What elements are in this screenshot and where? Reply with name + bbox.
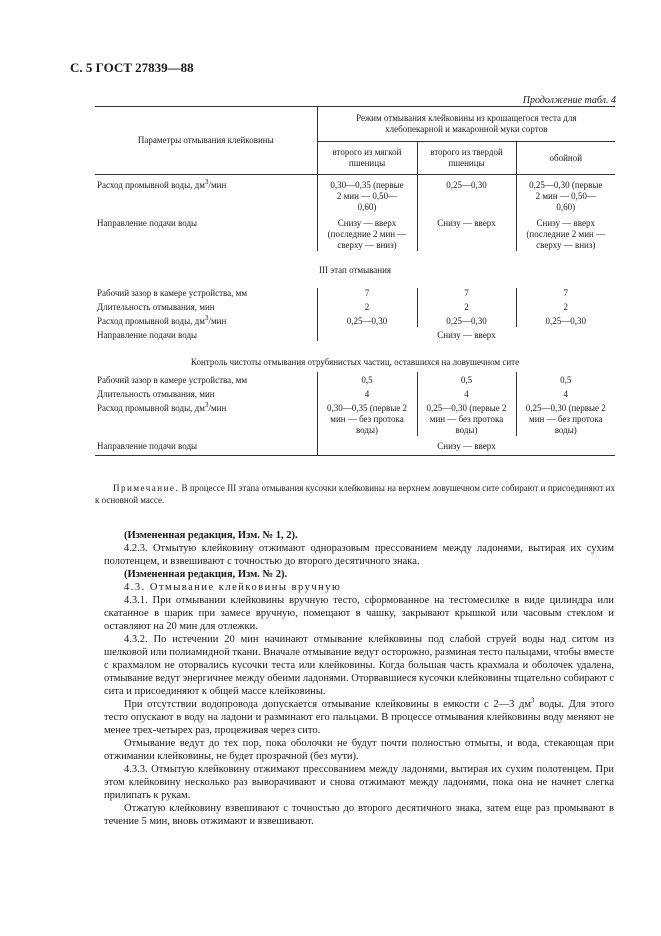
param-label: Направление подачи воды xyxy=(97,218,198,228)
cell-value: 0,30—0,35 (первые 2 мин — 0,50—0,60) xyxy=(317,180,417,213)
parameters-table xyxy=(95,106,615,456)
table-row xyxy=(95,372,615,386)
table-row xyxy=(95,436,615,452)
cell-value: Снизу — вверх (последние 2 мин — сверху — вниз) xyxy=(317,218,417,251)
paragraph-4-3-1: 4.3.1. При отмывании клейковины вручную тесто, сформованное на тестомесилке в виде цилиндра или скатанное в шарик при замесе вручную, помещают в чашку, закрывают крышкой или часовым стеклом и оставляют на 20 мин для отлежки. xyxy=(104,595,614,632)
cell-value: 2 xyxy=(417,299,516,313)
col-header-soft: второго из мягкой пшеницы xyxy=(317,142,417,175)
cell-value: 7 xyxy=(516,288,615,299)
cell-value: 2 xyxy=(317,299,417,313)
table-row xyxy=(95,386,615,400)
edit-note-1: (Измененная редакция, Изм. № 1, 2). xyxy=(124,530,298,541)
cell-value: Снизу — вверх (последние 2 мин — сверху — вниз) xyxy=(516,218,615,251)
param-label: Длительность отмывания, мин xyxy=(97,302,215,312)
table-row xyxy=(95,288,615,299)
cell-value: 0,5 xyxy=(516,372,615,386)
paragraph-continue: Отмывание ведут до тех пор, пока оболочки не будут почти полностью отмыты, и вода, стекающая при отжимании клейковины, не будет прозрачной (без мути). xyxy=(104,738,614,762)
cell-value: 7 xyxy=(317,288,417,299)
paragraph-final: Отжатую клейковину взвешивают с точностью до второго десятичного знака, затем еще раз промывают в течение 5 мин, вновь отжимают и взвешивают. xyxy=(104,803,614,827)
table-note xyxy=(95,482,615,506)
param-label: Длительность отмывания, мин xyxy=(97,389,215,399)
cell-value: 0,25—0,30 (первые 2 мин — без протока воды) xyxy=(417,400,516,436)
cell-value: 0,25—0,30 (первые 2 мин — 0,50—0,60) xyxy=(516,180,615,213)
cell-value-merged: Снизу — вверх xyxy=(437,441,496,451)
header-mode-cell: Режим отмывания клейковины из крошащегося теста для хлебопекарной и макаронной муки сортов xyxy=(317,107,615,142)
param-label: Направление подачи воды xyxy=(97,441,198,451)
cell-value: 4 xyxy=(417,386,516,400)
paragraph-water: При отсутствии водопровода допускается отмывание клейковины в емкости с 2—3 $дм^3$ воды. Для этого тесто опускают в воду на ладони и разминают его пальцами. В процессе отмывания клейковины воду меняют не менее трех-четырех раз, процеживая через сито. xyxy=(104,696,614,736)
table-row xyxy=(95,218,615,251)
edit-note-2: (Измененная редакция, Изм. № 2). xyxy=(124,569,288,580)
note-text: В процессе III этапа отмывания кусочки клейковины на верхнем ловушечном сите собирают и присоединяют их к основной массе. xyxy=(95,483,615,505)
param-label: Расход промывной воды, дм xyxy=(97,180,205,190)
cell-value: 0,25—0,30 xyxy=(417,313,516,327)
table-continuation-label: Продолжение табл. 4 xyxy=(522,95,616,106)
table-row: Расход промывной воды, $дм^3$/мин 0,25—0,30 0,25—0,30 0,25—0,30 xyxy=(95,313,615,327)
section-title-control: Контроль чистоты отмывания отрубянистых частиц, оставшихся на ловушечном сите xyxy=(190,357,520,367)
note-label: Примечание. xyxy=(113,483,180,493)
cell-value: 0,30—0,35 (первые 2 мин — без протока воды) xyxy=(317,400,417,436)
cell-value: 0,25—0,30 xyxy=(317,313,417,327)
cell-value: 0,25—0,30 (первые 2 мин — без протока воды) xyxy=(516,400,615,436)
paragraph-4-2-3: 4.2.3. Отмытую клейковину отжимают одноразовым прессованием между ладонями, вытирая их сухим полотенцем, и взвешивают с точностью до второго десятичного знака. xyxy=(104,543,614,567)
table-row xyxy=(95,299,615,313)
param-label: Направление подачи воды xyxy=(97,330,198,340)
table-row xyxy=(95,327,615,341)
param-label: Рабочий зазор в камере устройства, мм xyxy=(97,375,248,385)
body-text xyxy=(104,522,614,828)
cell-value: 4 xyxy=(516,386,615,400)
cell-value: 0,25—0,30 xyxy=(417,180,516,213)
col-header-wholemeal: обойной xyxy=(516,142,615,175)
page-header: С. 5 ГОСТ 27839—88 xyxy=(70,60,194,75)
cell-value: 7 xyxy=(417,288,516,299)
cell-value: Снизу — вверх xyxy=(417,218,516,251)
param-label: Расход промывной воды, дм xyxy=(97,316,205,326)
param-label: Рабочий зазор в камере устройства, мм xyxy=(97,288,248,298)
section-heading-4-3: 4.3. Отмывание клейковины вручную xyxy=(124,582,342,593)
section-title-stage3: III этап отмывания xyxy=(318,265,392,275)
header-param-cell: Параметры отмывания клейковины xyxy=(95,107,317,175)
cell-value-merged: Снизу — вверх xyxy=(437,330,496,340)
cell-value: 2 xyxy=(516,299,615,313)
paragraph-4-3-3: 4.3.3. Отмытую клейковину отжимают прессованием между ладонями, вытирая их сухим полотенцем. При этом клейковину несколько раз выворачивают и снова отжимают между ладонями, пока она не начнет слегка прилипать к рукам. xyxy=(104,764,614,801)
cell-value: 0,5 xyxy=(417,372,516,386)
cell-value: 0,5 xyxy=(317,372,417,386)
col-header-hard: второго из твердой пшеницы xyxy=(417,142,516,175)
table-row: Расход промывной воды, $дм^3$/мин 0,30—0,35 (первые 2 мин — 0,50—0,60) 0,25—0,30 0,25—0,30 (первые 2 мин — 0,50—0,60) xyxy=(95,180,615,213)
paragraph-4-3-2: 4.3.2. По истечении 20 мин начинают отмывание клейковины под слабой струей воды над ситом из шелковой или полиамидной ткани. Вначале отмывание ведут осторожно, разминая тесто пальцами, чтобы вместе с крахмалом не оторвались кусочки теста или клейковины. Когда большая часть крахмала и оболочек удалена, отмывание ведут энергичнее между обеими ладонями. Оторвавшиеся кусочки клейковины тщательно собирают с сита и присоединяют к общей массе клейковины. xyxy=(104,634,614,697)
cell-value: 4 xyxy=(317,386,417,400)
param-label: Расход промывной воды, дм xyxy=(97,403,205,413)
cell-value: 0,25—0,30 xyxy=(516,313,615,327)
table-row: Расход промывной воды, $дм^3$/мин 0,30—0,35 (первые 2 мин — без протока воды) 0,25—0,30 (первые 2 мин — без протока воды) 0,25—0,30 (первые 2 мин — без протока воды) xyxy=(95,400,615,436)
